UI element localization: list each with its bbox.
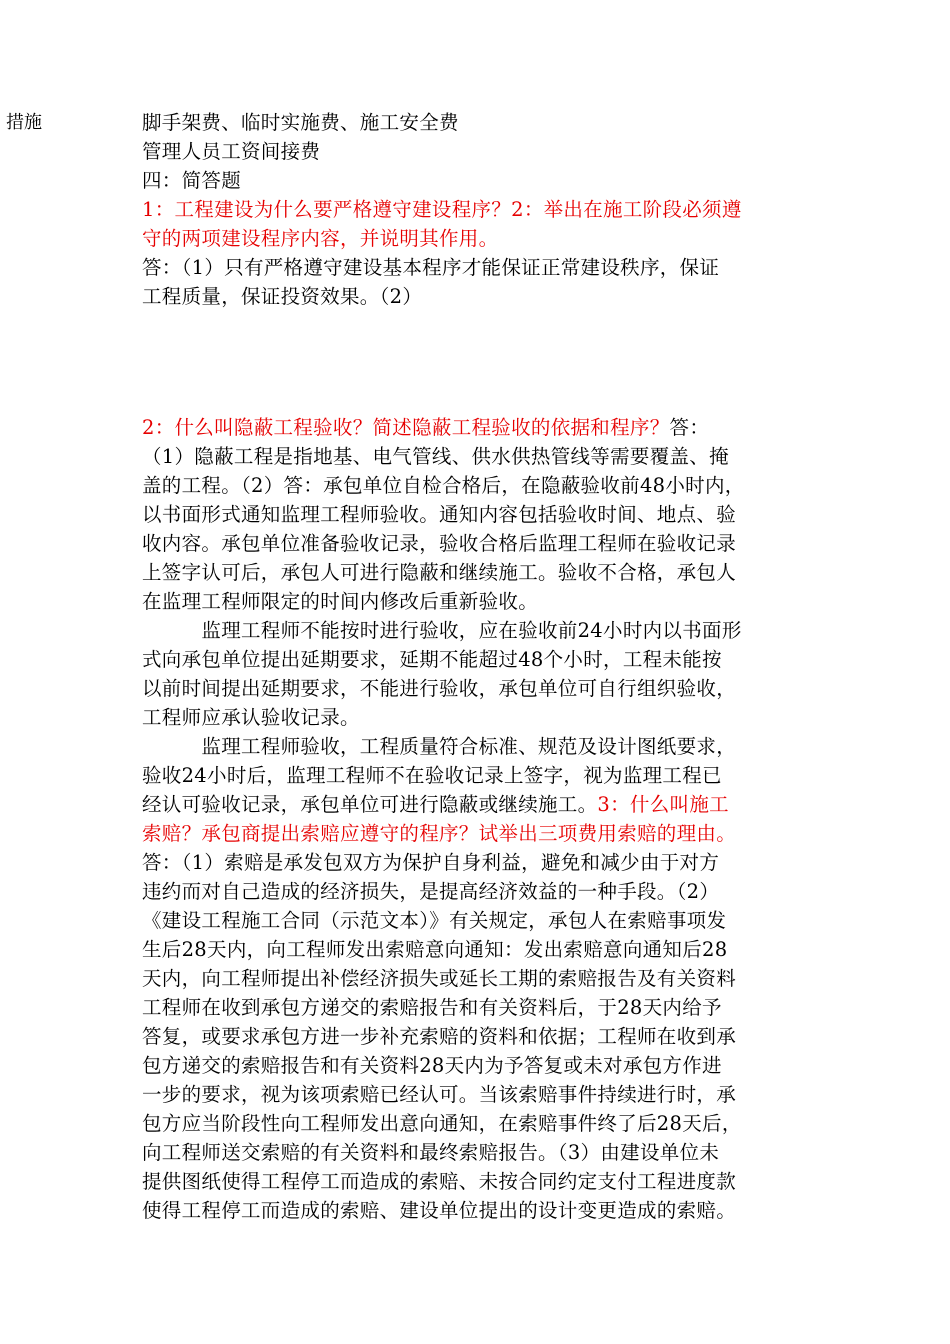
answer-line: 在监理工程师限定的时间内修改后重新验收。	[142, 590, 539, 613]
answer-line: 提供图纸使得工程停工而造成的索赔、未按合同约定支付工程进度款	[142, 1170, 737, 1193]
question-line	[142, 413, 709, 442]
answer-line: 盖的工程。（2）答：承包单位自检合格后，在隐蔽验收前48小时内，	[142, 474, 745, 497]
answer-line: 包方递交的索赔报告和有关资料28天内为予答复或未对承包方作进	[142, 1054, 722, 1077]
answer-line	[142, 790, 729, 819]
question-text: 3：什么叫施工	[597, 793, 729, 816]
answer-line: 工程质量，保证投资效果。（2）	[142, 285, 423, 308]
answer-line: 使得工程停工而造成的索赔、建设单位提出的设计变更造成的索赔。	[142, 1199, 737, 1222]
text-line: 脚手架费、临时实施费、施工安全费	[142, 111, 459, 134]
answer-line: 答：（1）索赔是承发包双方为保护自身利益，避免和减少由于对方	[142, 851, 720, 874]
side-label: 措施	[6, 112, 42, 133]
answer-line: 监理工程师不能按时进行验收，应在验收前24小时内以书面形	[142, 619, 742, 642]
answer-line: 监理工程师验收，工程质量符合标准、规范及设计图纸要求，	[142, 735, 737, 758]
text-line: 管理人员工资间接费	[142, 140, 321, 163]
answer-line: 收内容。承包单位准备验收记录，验收合格后监理工程师在验收记录	[142, 532, 737, 555]
answer-line: 答复，或要求承包方进一步补充索赔的资料和依据；工程师在收到承	[142, 1025, 737, 1048]
answer-line: 《建设工程施工合同（示范文本）》有关规定，承包人在索赔事项发	[142, 909, 727, 932]
question-text: 2：什么叫隐蔽工程验收？简述隐蔽工程验收的依据和程序？	[142, 416, 670, 439]
answer-line: 以前时间提出延期要求，不能进行验收，承包单位可自行组织验收，	[142, 677, 737, 700]
answer-line: 上签字认可后，承包人可进行隐蔽和继续施工。验收不合格，承包人	[142, 561, 737, 584]
answer-line: 式向承包单位提出延期要求，延期不能超过48个小时，工程未能按	[142, 648, 722, 671]
answer-line: 包方应当阶段性向工程师发出意向通知，在索赔事件终了后28天后，	[142, 1112, 742, 1135]
answer-line: 工程师在收到承包方递交的索赔报告和有关资料后，于28天内给予	[142, 996, 722, 1019]
answer-line: 一步的要求，视为该项索赔已经认可。当该索赔事件持续进行时，承	[142, 1083, 737, 1106]
answer-label: 答：	[669, 416, 710, 439]
question-line: 1：工程建设为什么要严格遵守建设程序？2：举出在施工阶段必须遵	[142, 198, 742, 221]
answer-line: 天内，向工程师提出补偿经济损失或延长工期的索赔报告及有关资料	[142, 967, 737, 990]
answer-line: 答：（1）只有严格遵守建设基本程序才能保证正常建设秩序，保证	[142, 256, 720, 279]
answer-line: 工程师应承认验收记录。	[142, 706, 360, 729]
question-line: 守的两项建设程序内容，并说明其作用。	[142, 227, 499, 250]
answer-line: 违约而对自己造成的经济损失，是提高经济效益的一种手段。（2）	[142, 880, 720, 903]
answer-line: 生后28天内，向工程师发出索赔意向通知：发出索赔意向通知后28	[142, 938, 728, 961]
answer-line: 以书面形式通知监理工程师验收。通知内容包括验收时间、地点、验	[142, 503, 737, 526]
section-heading: 四：简答题	[142, 169, 242, 192]
question-line: 索赔？承包商提出索赔应遵守的程序？试举出三项费用索赔的理由。	[142, 822, 737, 845]
answer-line: 验收24小时后，监理工程师不在验收记录上签字，视为监理工程已	[142, 764, 722, 787]
answer-line: 向工程师送交索赔的有关资料和最终索赔报告。（3）由建设单位未	[142, 1141, 720, 1164]
answer-line: （1）隐蔽工程是指地基、电气管线、供水供热管线等需要覆盖、掩	[142, 445, 729, 468]
answer-text: 经认可验收记录，承包单位可进行隐蔽或继续施工。	[142, 793, 598, 816]
